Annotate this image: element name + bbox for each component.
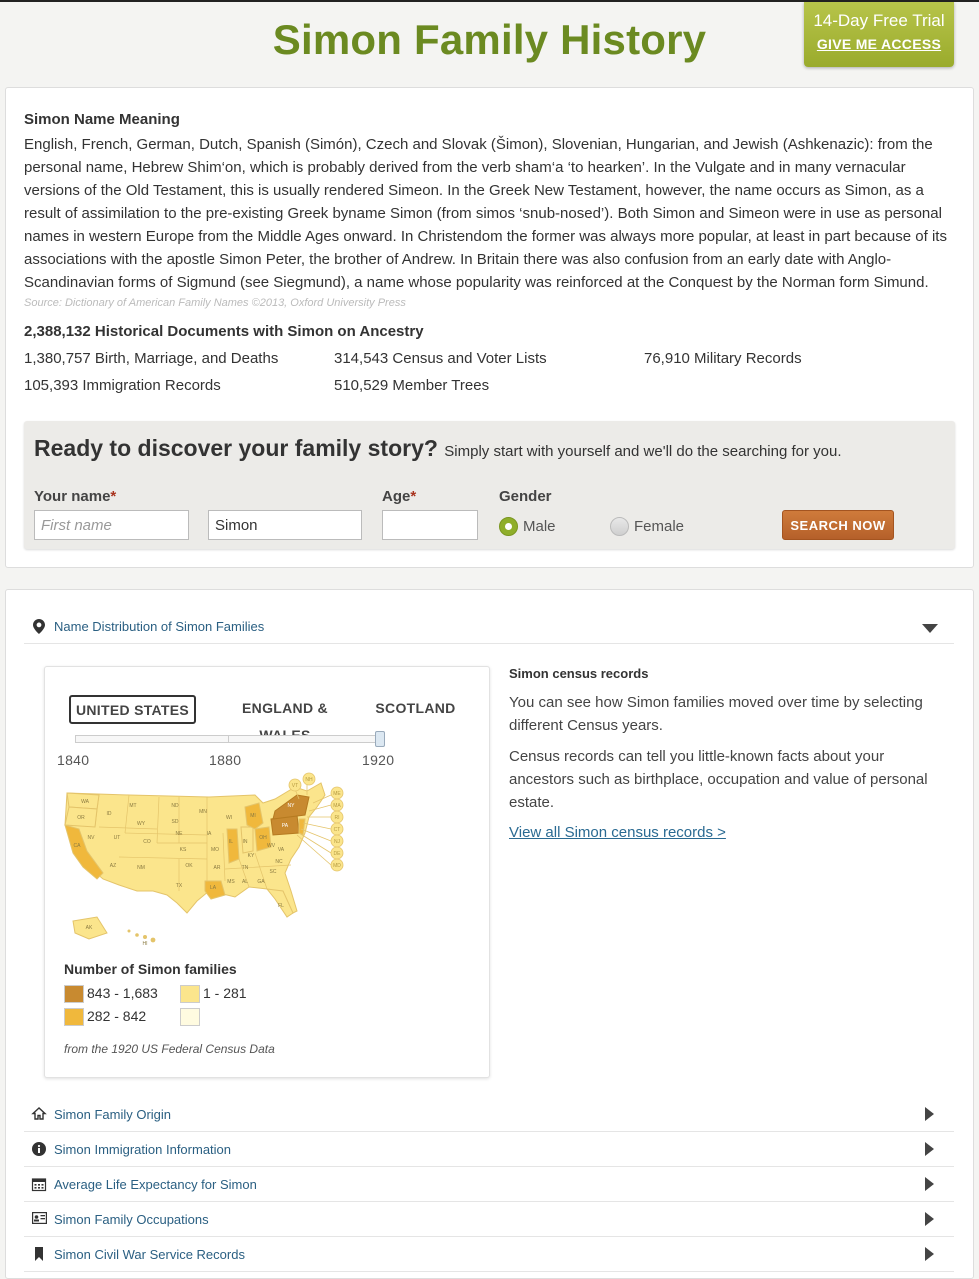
state-label-sc: SC [269, 869, 277, 875]
tab-united-states[interactable]: UNITED STATES [69, 695, 196, 724]
legend-swatch-high [64, 985, 84, 1003]
legend-label-low: 1 - 281 [203, 985, 247, 1001]
name-meaning-heading: Simon Name Meaning [24, 111, 180, 128]
state-label-ks: KS [179, 847, 187, 853]
state-label-mn: MN [199, 809, 207, 815]
id-card-icon [32, 1212, 46, 1226]
distribution-map-panel [44, 666, 490, 1078]
age-input[interactable] [382, 510, 478, 540]
state-label-ok: OK [185, 863, 193, 869]
legend-title: Number of Simon families [64, 961, 237, 977]
your-name-label: Your name* [34, 488, 117, 505]
documents-heading: 2,388,132 Historical Documents with Simon on Ancestry [24, 323, 424, 340]
section-label[interactable]: Simon Family Origin [54, 1107, 172, 1122]
census-year-slider[interactable] [75, 735, 380, 743]
state-label-ar: AR [213, 865, 221, 871]
legend-label-mid: 282 - 842 [87, 1008, 147, 1024]
state-label-de: DE [333, 851, 341, 857]
info-icon [32, 1142, 46, 1156]
census-paragraph-2: Census records can tell you little-known facts about your ancestors such as birthplace, occupation and value of personal estate. [509, 748, 928, 811]
bookmark-icon [32, 1247, 46, 1261]
state-label-pa: PA [281, 823, 289, 829]
state-label-co: CO [143, 839, 151, 845]
state-label-me: ME [333, 791, 341, 797]
discover-search-panel [24, 421, 955, 549]
section-row-occupations[interactable] [24, 1202, 954, 1237]
state-label-mo: MO [210, 847, 220, 853]
state-label-hi: HI [142, 941, 148, 947]
state-label-ct: CT [333, 827, 341, 833]
legend-swatch-none [180, 1008, 200, 1026]
state-label-tx: TX [175, 883, 183, 889]
name-distribution-row[interactable] [24, 609, 954, 644]
last-name-input[interactable] [208, 510, 362, 540]
state-label-in: IN [242, 839, 248, 845]
state-label-sd: SD [171, 819, 179, 825]
state-label-wa: WA [81, 799, 89, 805]
state-label-nh: NH [305, 777, 313, 783]
gender-label: Gender [499, 488, 552, 505]
chevron-right-icon[interactable] [925, 1177, 934, 1191]
year-1920[interactable]: 1920 [362, 752, 395, 768]
census-paragraph-1: You can see how Simon families moved over time by selecting different Census years. [509, 694, 923, 734]
state-label-ca: CA [73, 843, 81, 849]
state-label-mi: MI [250, 813, 256, 819]
section-row-family-origin[interactable] [24, 1097, 954, 1132]
age-label: Age* [382, 488, 417, 505]
female-label[interactable]: Female [634, 518, 685, 535]
name-meaning-text: English, French, German, Dutch, Spanish (Simón), Czech and Slovak (Šimon), Slovenian, Hungarian, and Jewish (Ashkenazic): from the personal name, Hebrew Shim‘on, which is probably derived from the verb sham‘a ‘to hearken’. In the Vulgate and in many vernacular versions of the Old Testament, this is usually rendered Simeon. In the Greek New Testament, however, the name occurs as Simon, as a result of assimilation to the pre-existing Greek byname Simon (from simos ‘snub-nosed’). Both Simon and Simeon were in use as personal names in western Europe from the Middle Ages onward. In Christendom the former was always more popular, at least in part because of its associations with the apostle Simon Peter, the brother of Andrew. In Britain there was also confusion from an early date with Anglo-Scandinavian forms of Sigmund (see Siegmund), a name whose popularity was reinforced at the Conquest by the Norman form Simund. [24, 136, 947, 291]
state-label-wv: WV [266, 843, 276, 849]
section-label[interactable]: Simon Immigration Information [54, 1142, 232, 1157]
calendar-icon [32, 1177, 46, 1191]
state-label-ut: UT [113, 835, 121, 841]
state-label-il: IL [228, 839, 234, 845]
discover-title: Ready to discover your family story? [34, 435, 438, 461]
stat-census-voter: 314,543 Census and Voter Lists [334, 350, 547, 367]
state-label-nd: ND [171, 803, 179, 809]
male-radio[interactable] [499, 517, 518, 536]
search-now-button[interactable]: SEARCH NOW [782, 510, 894, 540]
state-label-ak: AK [85, 925, 93, 931]
state-label-ia: IA [206, 831, 212, 837]
section-label[interactable]: Simon Family Occupations [54, 1212, 209, 1227]
chevron-right-icon[interactable] [925, 1107, 934, 1121]
section-row-civil-war[interactable] [24, 1237, 954, 1272]
trial-text: 14-Day Free Trial [813, 11, 945, 30]
state-label-ms: MS [227, 879, 235, 885]
state-label-az: AZ [109, 863, 117, 869]
home-icon [32, 1107, 46, 1121]
section-row-immigration[interactable] [24, 1132, 954, 1167]
state-label-ne: NE [175, 831, 183, 837]
state-label-al: AL [241, 879, 249, 885]
section-label[interactable]: Average Life Expectancy for Simon [54, 1177, 257, 1192]
state-label-ma: MA [333, 803, 341, 809]
state-label-vt: VT [291, 783, 299, 789]
state-label-md: MD [333, 863, 341, 869]
census-records-heading: Simon census records [509, 666, 649, 681]
chevron-right-icon[interactable] [925, 1212, 934, 1226]
state-label-wy: WY [136, 821, 146, 827]
state-label-ga: GA [257, 879, 265, 885]
state-label-nv: NV [87, 835, 95, 841]
state-label-ky: KY [247, 853, 255, 859]
chevron-right-icon[interactable] [925, 1247, 934, 1261]
state-label-ri: RI [334, 815, 340, 821]
stat-military: 76,910 Military Records [644, 350, 802, 367]
state-label-or: OR [77, 815, 85, 821]
legend-source-note: from the 1920 US Federal Census Data [64, 1042, 275, 1056]
name-distribution-label[interactable]: Name Distribution of Simon Families [54, 619, 265, 634]
state-label-la: LA [209, 885, 217, 891]
state-label-wi: WI [225, 815, 233, 821]
discover-heading [34, 435, 842, 462]
legend-swatch-mid [64, 1008, 84, 1026]
state-label-nj: NJ [333, 839, 341, 845]
map-pin-icon [32, 619, 46, 633]
state-label-va: VA [277, 847, 285, 853]
page-title: Simon Family History [272, 16, 707, 63]
section-row-life-expectancy[interactable] [24, 1167, 954, 1202]
state-label-fl: FL [278, 903, 284, 909]
stat-member-trees: 510,529 Member Trees [334, 377, 490, 394]
name-meaning-card [5, 87, 974, 568]
family-details-card [5, 589, 974, 1279]
state-label-oh: OH [259, 835, 267, 841]
us-distribution-map[interactable] [59, 773, 359, 947]
first-name-input[interactable] [34, 510, 189, 540]
stat-birth-marriage-death: 1,380,757 Birth, Marriage, and Deaths [24, 350, 279, 367]
name-meaning-source: Source: Dictionary of American Family Names ©2013, Oxford University Press [24, 297, 406, 309]
year-1880[interactable]: 1880 [209, 752, 242, 768]
stat-immigration: 105,393 Immigration Records [24, 377, 221, 394]
state-label-tn: TN [241, 865, 249, 871]
free-trial-banner[interactable] [804, 2, 954, 67]
tab-scotland[interactable]: SCOTLAND [375, 700, 456, 716]
discover-subheading: Simply start with yourself and we'll do the searching for you. [444, 443, 842, 460]
view-census-records-link[interactable]: View all Simon census records > [509, 824, 726, 841]
legend-label-high: 843 - 1,683 [87, 985, 158, 1001]
tab-england-wales[interactable]: ENGLAND & [242, 700, 328, 716]
state-label-ny: NY [287, 803, 295, 809]
year-1840[interactable]: 1840 [57, 752, 90, 768]
male-label[interactable]: Male [523, 518, 556, 535]
slider-handle[interactable] [375, 731, 385, 747]
give-me-access-link[interactable]: GIVE ME ACCESS [816, 36, 942, 52]
chevron-down-icon[interactable] [922, 624, 938, 633]
state-label-nc: NC [275, 859, 283, 865]
state-label-nm: NM [137, 865, 145, 871]
legend-swatch-low [180, 985, 200, 1003]
state-label-id: ID [106, 811, 112, 817]
chevron-right-icon[interactable] [925, 1142, 934, 1156]
state-label-mt: MT [129, 803, 137, 809]
female-radio[interactable] [610, 517, 629, 536]
section-label[interactable]: Simon Civil War Service Records [54, 1247, 245, 1262]
